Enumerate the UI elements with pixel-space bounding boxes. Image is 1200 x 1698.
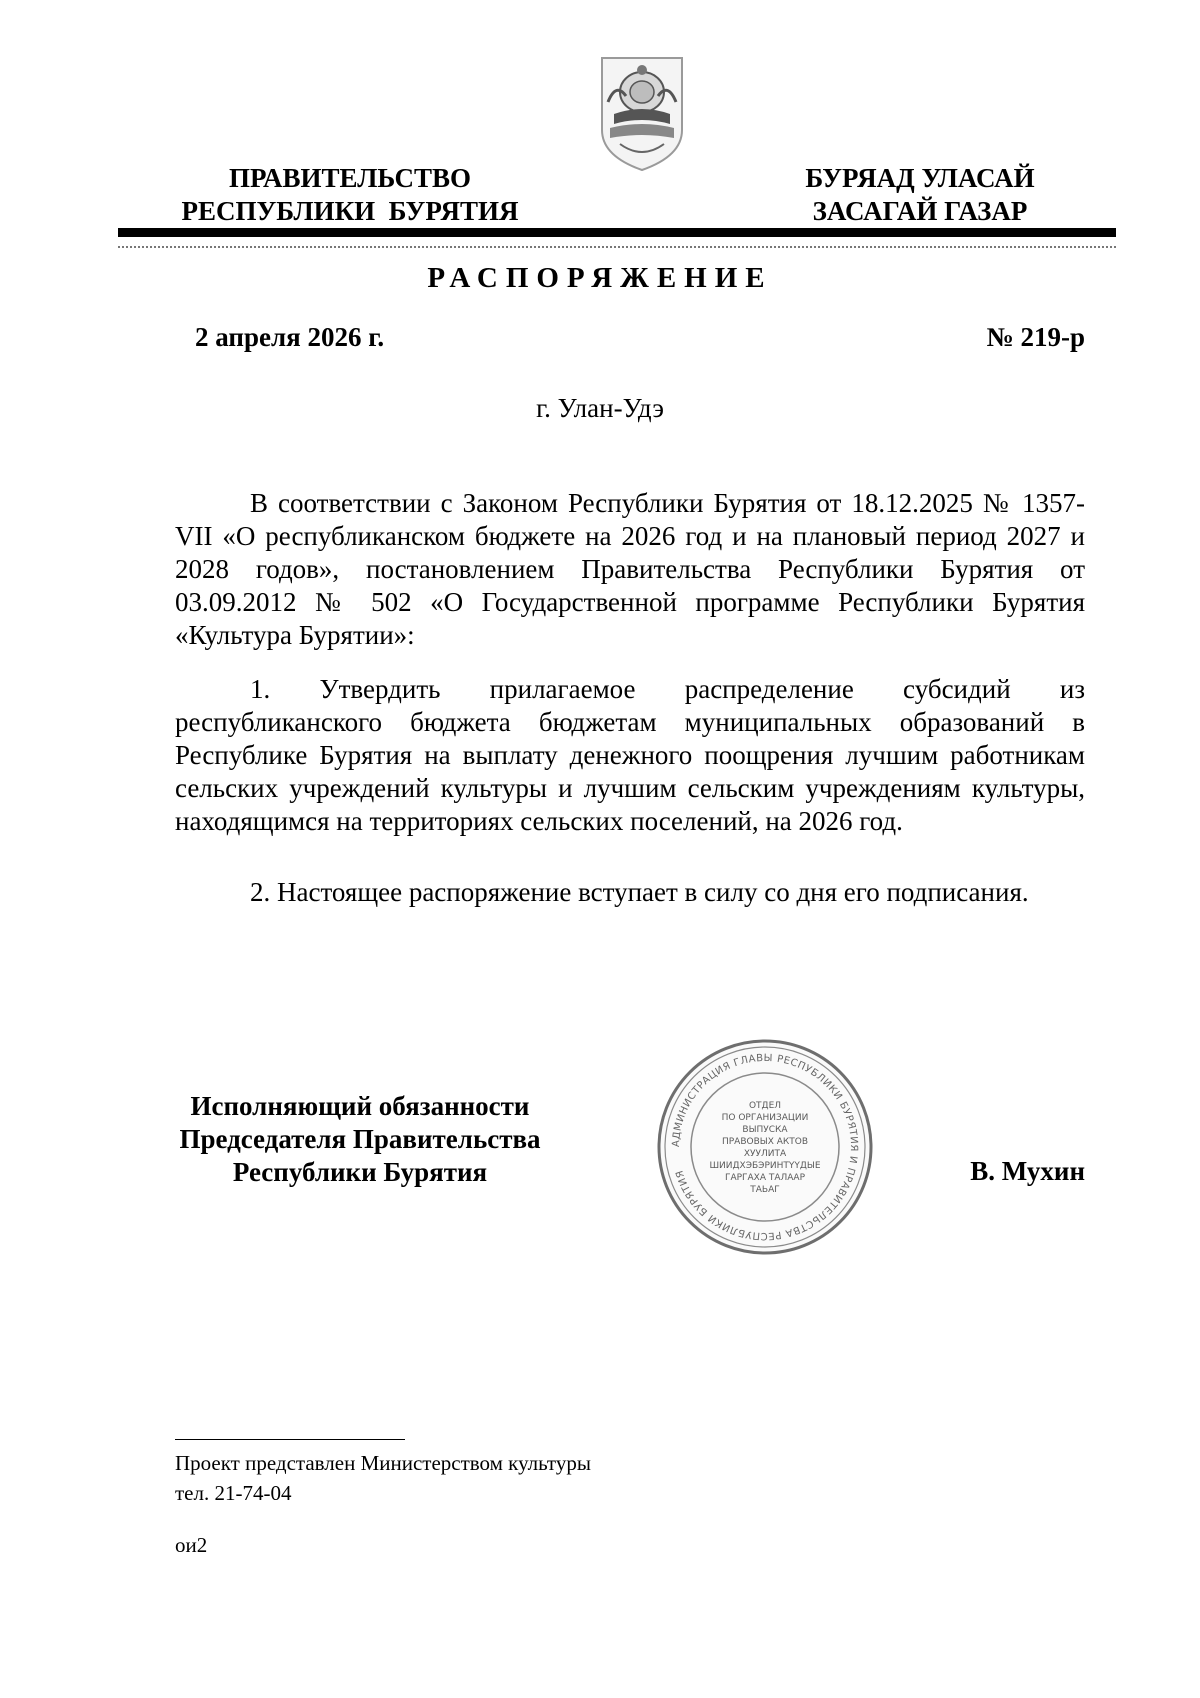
document-code: ои2 xyxy=(175,1533,208,1557)
document-number: № 219-р xyxy=(986,322,1085,352)
footnote-divider xyxy=(175,1439,405,1440)
seal-text-line: ПРАВОВЫХ АКТОВ xyxy=(721,1137,809,1147)
footnote xyxy=(175,1448,591,1508)
coat-of-arms-icon xyxy=(596,52,688,174)
seal-text-line: ОТДЕЛ xyxy=(748,1101,782,1111)
header-left xyxy=(160,162,540,228)
header-left-line2: РЕСПУБЛИКИ БУРЯТИЯ xyxy=(181,196,519,226)
seal-text-line: ХУУЛИТА xyxy=(743,1149,787,1159)
footnote-line2: тел. 21-74-04 xyxy=(175,1481,292,1505)
header-right xyxy=(780,162,1060,228)
signatory-title-line3: Республики Бурятия xyxy=(232,1157,488,1187)
document-city: г. Улан-Удэ xyxy=(536,393,664,423)
header-left-line1: ПРАВИТЕЛЬСТВО xyxy=(228,163,472,193)
official-seal-icon xyxy=(655,1037,875,1257)
svg-text:АДМИНИСТРАЦИЯ ГЛАВЫ РЕСПУБЛИКИ: АДМИНИСТРАЦИЯ ГЛАВЫ РЕСПУБЛИКИ БУРЯТИЯ И ПРАВИТЕЛЬСТВА РЕСПУБЛИКИ БУРЯТИЯ xyxy=(670,1052,860,1242)
signatory-title-line1: Исполняющий обязанности xyxy=(190,1091,530,1121)
signatory-title-line2: Председателя Правительства xyxy=(179,1124,541,1154)
seal-text-line: ТАЬАГ xyxy=(750,1185,780,1195)
document-title: РАСПОРЯЖЕНИЕ xyxy=(427,262,773,294)
header-right-line1: БУРЯАД УЛАСАЙ xyxy=(805,163,1035,193)
header-divider-thick xyxy=(118,228,1116,237)
seal-text-line: ГАРГАХА ТАЛААР xyxy=(724,1173,806,1183)
seal-text-line: ВЫПУСКА xyxy=(742,1125,788,1135)
signatory-title xyxy=(150,1090,570,1189)
signatory-name: В. Мухин xyxy=(970,1156,1085,1186)
header-divider-thin xyxy=(118,246,1116,248)
seal-text-line: ПО ОРГАНИЗАЦИИ xyxy=(721,1113,809,1123)
preamble-paragraph: В соответствии с Законом Республики Бурятия от 18.12.2025 № 1357-VII «О республиканском бюджете на 2026 год и на плановый период 2027 и 2028 годов», постановлением Правительства Республики Бурятия от 03.09.2012 № 502 «О Государственной программе Республики Бурятия «Культура Бурятии»: xyxy=(175,488,1085,650)
item-2-paragraph: 2. Настоящее распоряжение вступает в силу со дня его подписания. xyxy=(250,877,1029,907)
document-date: 2 апреля 2026 г. xyxy=(195,322,385,352)
seal-text-line: ШИИДХЭБЭРИНТҮҮДЫЕ xyxy=(709,1161,821,1171)
header-right-line2: ЗАСАГАЙ ГАЗАР xyxy=(812,196,1028,226)
footnote-line1: Проект представлен Министерством культуры xyxy=(175,1451,591,1475)
item-1-paragraph: 1. Утвердить прилагаемое распределение субсидий из республиканского бюджета бюджетам муниципальных образований в Республике Бурятия на выплату денежного поощрения лучшим работникам сельских учреждений культуры и лучшим сельским учреждениям культуры, находящимся на территориях сельских поселений, на 2026 год. xyxy=(175,674,1085,836)
